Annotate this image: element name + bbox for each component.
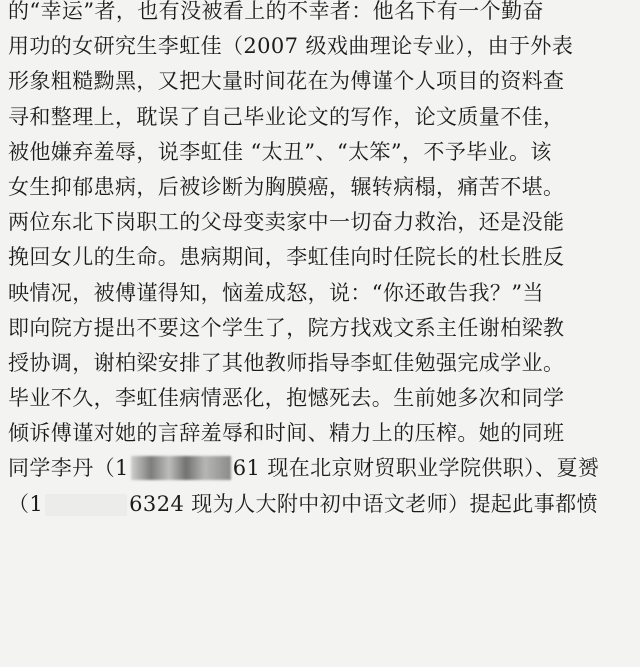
text-line-12: 毕业不久，李虹佳病情恶化，抱憾死去。生前她多次和同学 — [8, 386, 565, 411]
text-line-10: 即向院方提出不要这个学生了，院方找戏文系主任谢柏梁教 — [8, 315, 565, 340]
text-line-15 — [8, 487, 638, 522]
text-line-14-before: 同学李丹（1 — [8, 456, 129, 481]
text-line-3: 形象粗糙黝黑，又把大量时间花在为傅谨个人项目的资料查 — [8, 69, 565, 94]
text-line-9: 映情况，被傅谨得知，恼羞成怒，说：“你还敢告我？”当 — [8, 280, 544, 305]
document-body — [8, 0, 638, 522]
text-line-15-before: （1 — [8, 491, 44, 516]
text-line-8: 挽回女儿的生命。患病期间，李虹佳向时任院长的杜长胜反 — [8, 245, 565, 270]
bottom-fade — [0, 641, 640, 667]
text-line-4: 寻和整理上，耽误了自己毕业论文的写作，论文质量不佳， — [8, 104, 565, 129]
text-line-7: 两位东北下岗职工的父母变卖家中一切奋力救治，还是没能 — [8, 210, 565, 235]
text-line-2: 用功的女研究生李虹佳（2007 级戏曲理论专业），由于外表 — [8, 34, 574, 59]
redaction-blur — [131, 456, 231, 480]
text-line-6: 女生抑郁患病，后被诊断为胸膜癌，辗转病榻，痛苦不堪。 — [8, 174, 565, 199]
text-line-15-after: 6324 现为人大附中初中语文老师）提起此事都愤 — [129, 491, 598, 516]
text-line-13: 倾诉傅谨对她的言辞羞辱和时间、精力上的压榨。她的同班 — [8, 421, 565, 446]
text-line-14-after: 61 现在北京财贸职业学院供职）、夏赟 — [232, 456, 600, 481]
text-line-1: 的“幸运”者，也有没被看上的不幸者：他名下有一个勤奋 — [8, 0, 544, 23]
text-line-11: 授协调，谢柏梁安排了其他教师指导李虹佳勉强完成学业。 — [8, 350, 565, 375]
text-line-5: 被他嫌弃羞辱，说李虹佳 “太丑”、“太笨”，不予毕业。该 — [8, 139, 552, 164]
text-line-14 — [8, 451, 638, 486]
redaction-light — [45, 494, 127, 516]
